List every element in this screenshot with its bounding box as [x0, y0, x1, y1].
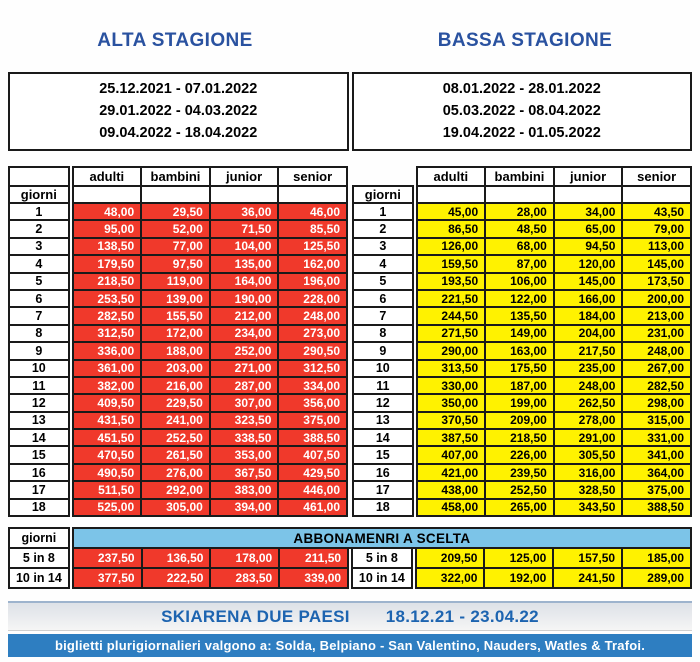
- season-titles: [0, 0, 700, 52]
- price-cell-bambini: 125,00: [484, 548, 553, 568]
- scelta-label: 5 in 8: [9, 548, 69, 568]
- scelta-header-row: [9, 528, 691, 548]
- season-dates: 18.12.21 - 23.04.22: [385, 606, 539, 626]
- price-cell-senior: 298,00: [622, 394, 691, 411]
- price-cell-senior: 407,50: [278, 446, 347, 463]
- price-cell-adulti: 237,50: [73, 548, 142, 568]
- table-row: [353, 255, 691, 272]
- giorni-value: 2: [353, 220, 413, 237]
- price-cell-adulti: 312,50: [73, 325, 142, 342]
- giorni-value: 1: [353, 203, 413, 220]
- price-cell-bambini: 252,50: [485, 481, 554, 498]
- price-cell-junior: 71,50: [210, 220, 279, 237]
- table-row: [353, 307, 691, 324]
- price-cell-bambini: 188,00: [141, 342, 210, 359]
- price-cell-bambini: 261,50: [141, 446, 210, 463]
- price-cell-senior: 331,00: [622, 429, 691, 446]
- price-cell-bambini: 203,00: [141, 360, 210, 377]
- price-cell-junior: 241,50: [553, 568, 622, 588]
- price-cell-bambini: 292,00: [141, 481, 210, 498]
- column-header-bambini: bambini: [485, 167, 554, 186]
- price-cell-bambini: 276,00: [141, 464, 210, 481]
- price-cell-adulti: 313,50: [417, 360, 486, 377]
- price-cell-junior: 178,00: [210, 548, 279, 568]
- table-row: [353, 394, 691, 411]
- price-cell-senior: 339,00: [279, 568, 348, 588]
- price-cell-bambini: 52,00: [141, 220, 210, 237]
- price-cell-bambini: 163,00: [485, 342, 554, 359]
- giorni-value: 1: [9, 203, 69, 220]
- price-cell-junior: 145,00: [554, 273, 623, 290]
- table-row: [353, 290, 691, 307]
- price-cell-adulti: 330,00: [417, 377, 486, 394]
- alta-table-body: [9, 203, 347, 516]
- bassa-stagione-table: [352, 166, 692, 517]
- scelta-label: 5 in 8: [352, 548, 412, 568]
- price-cell-senior: 267,00: [622, 360, 691, 377]
- price-cell-adulti: 95,00: [73, 220, 142, 237]
- price-cell-junior: 394,00: [210, 499, 279, 516]
- price-cell-adulti: 282,50: [73, 307, 142, 324]
- price-cell-adulti: 470,50: [73, 446, 142, 463]
- price-cell-junior: 316,00: [554, 464, 623, 481]
- price-cell-adulti: 377,50: [73, 568, 142, 588]
- scelta-table-body: [9, 548, 691, 588]
- empty-cell: [73, 186, 142, 203]
- price-cell-adulti: 218,50: [73, 273, 142, 290]
- price-cell-senior: 113,00: [622, 238, 691, 255]
- price-cell-adulti: 438,00: [417, 481, 486, 498]
- giorni-value: 18: [9, 499, 69, 516]
- giorni-value: 4: [353, 255, 413, 272]
- validity-note: biglietti plurigiornalieri valgono a: Solda, Belpiano - San Valentino, Nauders, Watles & Trafoi.: [54, 638, 646, 654]
- price-cell-junior: 353,00: [210, 446, 279, 463]
- bassa-stagione-title: BASSA STAGIONE: [437, 30, 613, 51]
- price-cell-bambini: 155,50: [141, 307, 210, 324]
- column-header-junior: junior: [554, 167, 623, 186]
- giorni-value: 15: [353, 446, 413, 463]
- giorni-label: giorni: [9, 186, 69, 203]
- price-cell-senior: 248,00: [278, 307, 347, 324]
- table-row: [353, 377, 691, 394]
- price-cell-senior: 211,50: [279, 548, 348, 568]
- price-cell-adulti: 511,50: [73, 481, 142, 498]
- price-cell-adulti: 451,50: [73, 429, 142, 446]
- price-cell-senior: 356,00: [278, 394, 347, 411]
- price-cell-senior: 388,50: [278, 429, 347, 446]
- price-cell-junior: 184,00: [554, 307, 623, 324]
- price-cell-adulti: 421,00: [417, 464, 486, 481]
- price-cell-bambini: 77,00: [141, 238, 210, 255]
- price-cell-senior: 375,00: [622, 481, 691, 498]
- empty-cell: [622, 186, 691, 203]
- abbonamenti-a-scelta-table: [8, 527, 692, 589]
- price-cell-bambini: 252,50: [141, 429, 210, 446]
- price-cell-senior: 46,00: [278, 203, 347, 220]
- price-cell-bambini: 222,50: [142, 568, 211, 588]
- empty-cell: [210, 186, 279, 203]
- bassa-date-range: 08.01.2022 - 28.01.2022: [442, 81, 601, 97]
- giorni-value: 5: [353, 273, 413, 290]
- price-cell-adulti: 407,00: [417, 446, 486, 463]
- table-row: [9, 464, 347, 481]
- price-cell-junior: 94,50: [554, 238, 623, 255]
- giorni-value: 15: [9, 446, 69, 463]
- date-ranges-box: [8, 72, 692, 151]
- price-cell-senior: 231,00: [622, 325, 691, 342]
- bassa-date-range: 05.03.2022 - 08.04.2022: [442, 103, 601, 119]
- price-cell-bambini: 265,00: [485, 499, 554, 516]
- scelta-label: 10 in 14: [352, 568, 412, 588]
- giorni-value: 12: [9, 394, 69, 411]
- price-cell-bambini: 229,50: [141, 394, 210, 411]
- price-tables: [8, 166, 692, 517]
- price-cell-adulti: 209,50: [416, 548, 485, 568]
- giorni-value: 14: [353, 429, 413, 446]
- giorni-header-row: [353, 186, 691, 203]
- empty-cell: [485, 186, 554, 203]
- price-cell-bambini: 175,50: [485, 360, 554, 377]
- column-header-senior: senior: [622, 167, 691, 186]
- table-row: [353, 203, 691, 220]
- price-cell-bambini: 241,00: [141, 412, 210, 429]
- bassa-table-body: [353, 203, 691, 516]
- price-cell-adulti: 45,00: [417, 203, 486, 220]
- price-cell-adulti: 490,50: [73, 464, 142, 481]
- empty-cell: [554, 186, 623, 203]
- giorni-value: 6: [353, 290, 413, 307]
- price-cell-adulti: 253,50: [73, 290, 142, 307]
- price-cell-senior: 248,00: [622, 342, 691, 359]
- price-cell-senior: 282,50: [622, 377, 691, 394]
- column-header-senior: senior: [278, 167, 347, 186]
- price-cell-bambini: 48,50: [485, 220, 554, 237]
- column-header-junior: junior: [210, 167, 279, 186]
- giorni-value: 13: [9, 412, 69, 429]
- price-cell-bambini: 226,00: [485, 446, 554, 463]
- price-cell-adulti: 370,50: [417, 412, 486, 429]
- giorni-value: 9: [9, 342, 69, 359]
- giorni-value: 10: [9, 360, 69, 377]
- price-cell-bambini: 97,50: [141, 255, 210, 272]
- table-row: [353, 220, 691, 237]
- alta-stagione-table: [8, 166, 348, 517]
- price-cell-bambini: 87,00: [485, 255, 554, 272]
- table-row: [9, 273, 347, 290]
- giorni-value: 4: [9, 255, 69, 272]
- brand-title: SKIARENA DUE PAESI: [161, 606, 350, 626]
- price-cell-senior: 375,00: [278, 412, 347, 429]
- alta-stagione-title: ALTA STAGIONE: [97, 30, 253, 51]
- table-row: [9, 446, 347, 463]
- table-row: [9, 412, 347, 429]
- price-cell-senior: 213,00: [622, 307, 691, 324]
- price-cell-junior: 120,00: [554, 255, 623, 272]
- price-cell-junior: 283,50: [210, 568, 279, 588]
- giorni-value: 17: [9, 481, 69, 498]
- price-cell-bambini: 216,00: [141, 377, 210, 394]
- alta-date-range: 29.01.2022 - 04.03.2022: [99, 103, 258, 119]
- price-cell-bambini: 135,50: [485, 307, 554, 324]
- price-cell-junior: 338,50: [210, 429, 279, 446]
- giorni-value: 5: [9, 273, 69, 290]
- table-row: [353, 273, 691, 290]
- scelta-row: [9, 568, 691, 588]
- giorni-value: 16: [9, 464, 69, 481]
- price-cell-junior: 248,00: [554, 377, 623, 394]
- giorni-value: 7: [353, 307, 413, 324]
- bassa-date-ranges: [352, 72, 693, 151]
- table-row: [353, 499, 691, 516]
- alta-date-ranges: [8, 72, 349, 151]
- price-cell-adulti: 290,00: [417, 342, 486, 359]
- price-cell-bambini: 192,00: [484, 568, 553, 588]
- alta-date-range: 09.04.2022 - 18.04.2022: [99, 125, 258, 141]
- price-cell-bambini: 119,00: [141, 273, 210, 290]
- price-cell-junior: 204,00: [554, 325, 623, 342]
- price-cell-adulti: 382,00: [73, 377, 142, 394]
- price-cell-junior: 323,50: [210, 412, 279, 429]
- price-cell-senior: 315,00: [622, 412, 691, 429]
- price-cell-adulti: 322,00: [416, 568, 485, 588]
- price-cell-senior: 162,00: [278, 255, 347, 272]
- price-cell-senior: 125,50: [278, 238, 347, 255]
- price-cell-senior: 289,00: [622, 568, 691, 588]
- price-cell-senior: 228,00: [278, 290, 347, 307]
- giorni-value: 2: [9, 220, 69, 237]
- empty-cell: [141, 186, 210, 203]
- giorni-value: 11: [9, 377, 69, 394]
- price-cell-bambini: 139,00: [141, 290, 210, 307]
- table-row: [9, 203, 347, 220]
- table-row: [353, 429, 691, 446]
- price-cell-senior: 200,00: [622, 290, 691, 307]
- table-row: [9, 377, 347, 394]
- giorni-value: 6: [9, 290, 69, 307]
- giorni-value: 10: [353, 360, 413, 377]
- price-cell-junior: 164,00: [210, 273, 279, 290]
- price-cell-junior: 287,00: [210, 377, 279, 394]
- table-row: [353, 325, 691, 342]
- price-cell-junior: 36,00: [210, 203, 279, 220]
- price-cell-adulti: 159,50: [417, 255, 486, 272]
- table-row: [9, 499, 347, 516]
- price-cell-senior: 145,00: [622, 255, 691, 272]
- price-cell-bambini: 29,50: [141, 203, 210, 220]
- table-row: [353, 412, 691, 429]
- column-header-bambini: bambini: [141, 167, 210, 186]
- price-cell-junior: 157,50: [553, 548, 622, 568]
- column-header-adulti: adulti: [73, 167, 142, 186]
- corner-cell: [9, 167, 69, 186]
- price-cell-adulti: 336,00: [73, 342, 142, 359]
- price-cell-adulti: 221,50: [417, 290, 486, 307]
- table-row: [9, 429, 347, 446]
- price-cell-adulti: 48,00: [73, 203, 142, 220]
- table-row: [9, 290, 347, 307]
- price-cell-adulti: 244,50: [417, 307, 486, 324]
- price-cell-senior: 79,00: [622, 220, 691, 237]
- price-cell-junior: 367,50: [210, 464, 279, 481]
- price-cell-senior: 273,00: [278, 325, 347, 342]
- scelta-label: 10 in 14: [9, 568, 69, 588]
- giorni-value: 18: [353, 499, 413, 516]
- price-cell-junior: 135,00: [210, 255, 279, 272]
- price-cell-bambini: 199,00: [485, 394, 554, 411]
- price-cell-bambini: 106,00: [485, 273, 554, 290]
- scelta-row: [9, 548, 691, 568]
- empty-cell: [278, 186, 347, 203]
- corner-cell: [353, 167, 413, 186]
- price-cell-senior: 85,50: [278, 220, 347, 237]
- bassa-date-range: 19.04.2022 - 01.05.2022: [442, 125, 601, 141]
- skiarena-banner: [8, 601, 692, 631]
- table-row: [9, 394, 347, 411]
- price-cell-adulti: 126,00: [417, 238, 486, 255]
- price-cell-bambini: 68,00: [485, 238, 554, 255]
- price-cell-adulti: 458,00: [417, 499, 486, 516]
- price-cell-senior: 196,00: [278, 273, 347, 290]
- giorni-value: 14: [9, 429, 69, 446]
- price-cell-junior: 235,00: [554, 360, 623, 377]
- price-cell-adulti: 361,00: [73, 360, 142, 377]
- price-cell-bambini: 172,00: [141, 325, 210, 342]
- price-cell-junior: 190,00: [210, 290, 279, 307]
- price-cell-bambini: 209,00: [485, 412, 554, 429]
- price-cell-adulti: 387,50: [417, 429, 486, 446]
- price-cell-bambini: 122,00: [485, 290, 554, 307]
- table-row: [9, 360, 347, 377]
- giorni-value: 16: [353, 464, 413, 481]
- price-cell-junior: 166,00: [554, 290, 623, 307]
- alta-date-range: 25.12.2021 - 07.01.2022: [99, 81, 258, 97]
- giorni-value: 13: [353, 412, 413, 429]
- price-cell-senior: 461,00: [278, 499, 347, 516]
- price-cell-senior: 173,50: [622, 273, 691, 290]
- giorni-value: 12: [353, 394, 413, 411]
- price-cell-junior: 343,50: [554, 499, 623, 516]
- price-cell-adulti: 431,50: [73, 412, 142, 429]
- price-cell-senior: 290,50: [278, 342, 347, 359]
- price-cell-senior: 364,00: [622, 464, 691, 481]
- price-cell-senior: 43,50: [622, 203, 691, 220]
- table-row: [353, 360, 691, 377]
- validity-note-banner: [8, 634, 692, 657]
- giorni-value: 3: [9, 238, 69, 255]
- column-header-row: [9, 167, 347, 186]
- price-cell-junior: 104,00: [210, 238, 279, 255]
- column-header-adulti: adulti: [417, 167, 486, 186]
- table-row: [9, 307, 347, 324]
- table-row: [9, 342, 347, 359]
- price-cell-junior: 328,50: [554, 481, 623, 498]
- table-row: [9, 325, 347, 342]
- giorni-value: 3: [353, 238, 413, 255]
- price-cell-junior: 305,50: [554, 446, 623, 463]
- price-cell-junior: 307,00: [210, 394, 279, 411]
- price-cell-bambini: 305,00: [141, 499, 210, 516]
- giorni-value: 7: [9, 307, 69, 324]
- price-cell-adulti: 138,50: [73, 238, 142, 255]
- giorni-value: 17: [353, 481, 413, 498]
- price-cell-junior: 291,00: [554, 429, 623, 446]
- price-cell-senior: 185,00: [622, 548, 691, 568]
- price-cell-junior: 217,50: [554, 342, 623, 359]
- price-cell-junior: 262,50: [554, 394, 623, 411]
- price-cell-junior: 278,00: [554, 412, 623, 429]
- giorni-label: giorni: [9, 528, 69, 548]
- price-cell-adulti: 86,50: [417, 220, 486, 237]
- table-row: [353, 238, 691, 255]
- price-cell-adulti: 193,50: [417, 273, 486, 290]
- price-cell-junior: 271,00: [210, 360, 279, 377]
- price-cell-senior: 429,50: [278, 464, 347, 481]
- price-cell-junior: 252,00: [210, 342, 279, 359]
- price-cell-bambini: 149,00: [485, 325, 554, 342]
- price-cell-junior: 212,00: [210, 307, 279, 324]
- giorni-header-row: [9, 186, 347, 203]
- giorni-value: 9: [353, 342, 413, 359]
- price-cell-senior: 446,00: [278, 481, 347, 498]
- price-cell-senior: 312,50: [278, 360, 347, 377]
- price-cell-bambini: 218,50: [485, 429, 554, 446]
- column-header-row: [353, 167, 691, 186]
- price-cell-bambini: 239,50: [485, 464, 554, 481]
- price-cell-senior: 341,00: [622, 446, 691, 463]
- giorni-value: 8: [9, 325, 69, 342]
- giorni-value: 8: [353, 325, 413, 342]
- table-row: [9, 255, 347, 272]
- price-cell-bambini: 28,00: [485, 203, 554, 220]
- price-cell-junior: 34,00: [554, 203, 623, 220]
- price-cell-junior: 234,00: [210, 325, 279, 342]
- price-cell-senior: 388,50: [622, 499, 691, 516]
- price-cell-junior: 65,00: [554, 220, 623, 237]
- table-row: [353, 481, 691, 498]
- table-row: [9, 220, 347, 237]
- price-cell-adulti: 350,00: [417, 394, 486, 411]
- giorni-label: giorni: [353, 186, 413, 203]
- price-cell-senior: 334,00: [278, 377, 347, 394]
- empty-cell: [417, 186, 486, 203]
- scelta-header: ABBONAMENRI A SCELTA: [73, 528, 691, 548]
- table-row: [353, 342, 691, 359]
- price-cell-junior: 383,00: [210, 481, 279, 498]
- price-cell-adulti: 409,50: [73, 394, 142, 411]
- price-cell-adulti: 525,00: [73, 499, 142, 516]
- table-row: [353, 446, 691, 463]
- price-cell-bambini: 187,00: [485, 377, 554, 394]
- table-row: [353, 464, 691, 481]
- table-row: [9, 481, 347, 498]
- giorni-value: 11: [353, 377, 413, 394]
- table-row: [9, 238, 347, 255]
- price-cell-bambini: 136,50: [142, 548, 211, 568]
- price-cell-adulti: 271,50: [417, 325, 486, 342]
- price-cell-adulti: 179,50: [73, 255, 142, 272]
